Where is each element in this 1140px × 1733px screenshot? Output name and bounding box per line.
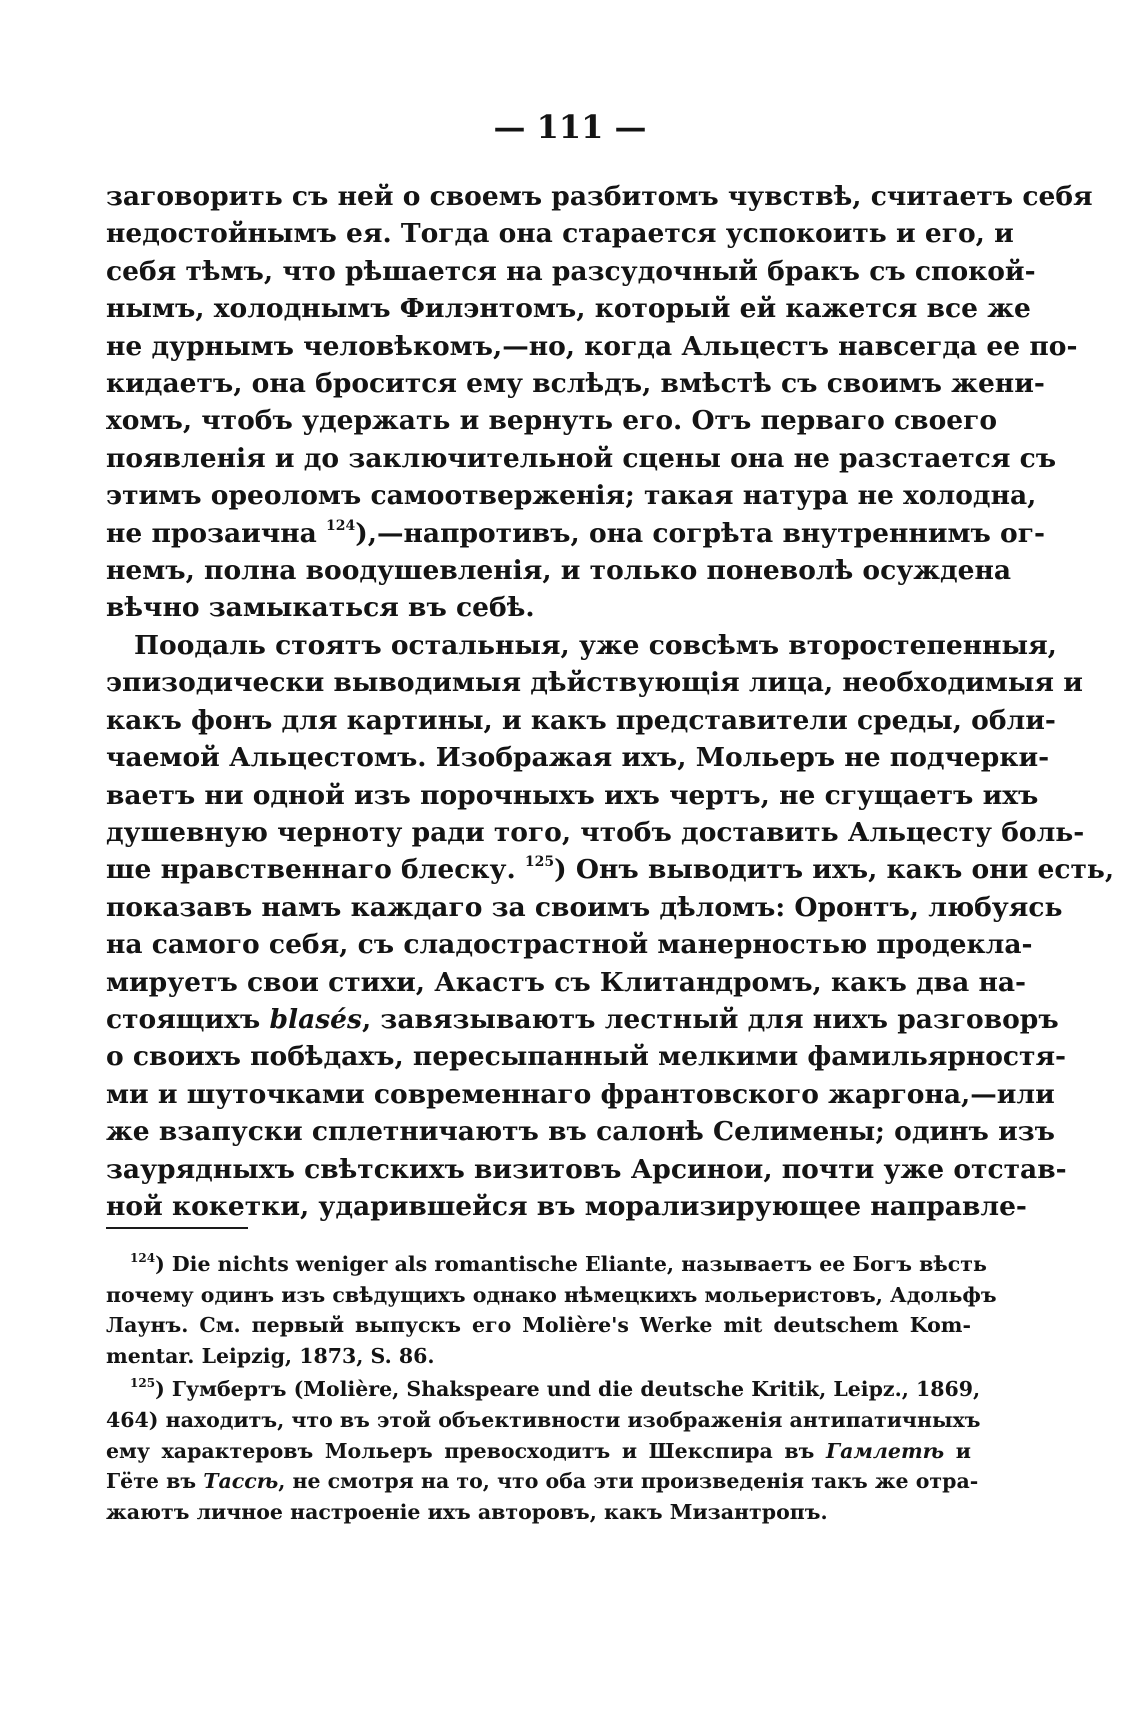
text-line: о своихъ побѣдахъ, пересыпанный мелкими фамильярностя- — [106, 1041, 1067, 1073]
text-line: немъ, полна воодушевленія, и только поневолѣ осуждена — [106, 555, 1012, 587]
footnote-ref-125: 125 — [524, 854, 555, 871]
text-line: хомъ, чтобъ удержать и вернуть его. Отъ перваго своего — [106, 405, 998, 437]
text-line: чаемой Альцестомъ. Изображая ихъ, Мольеръ не подчерки- — [106, 742, 1050, 774]
text-segment: ) Онъ выводитъ ихъ, какъ они есть, — [554, 854, 1115, 886]
text-line: заурядныхъ свѣтскихъ визитовъ Арсинои, почти уже отстав- — [106, 1153, 1067, 1185]
text-line: Поодаль стоятъ остальныя, уже совсѣмъ второстепенныя, — [134, 629, 1057, 661]
text-line: эпизодически выводимыя дѣйствующія лица, необходимыя и — [106, 667, 1083, 699]
text-line — [106, 515, 1045, 552]
italic-term: blasés — [269, 1003, 362, 1035]
text-segment: не прозаична — [106, 517, 327, 549]
paragraph-2 — [106, 627, 1115, 1226]
main-text — [106, 178, 1115, 1225]
footnotes — [106, 1249, 997, 1527]
text-line: этимъ ореоломъ самоотверженія; такая натура не холодна, — [106, 480, 1037, 512]
text-line: появленія и до заключительной сцены она не разстается съ — [106, 442, 1057, 474]
text-segment: ) Die nichts weniger als romantische Eliante, называетъ ее Богъ вѣсть — [155, 1252, 987, 1276]
text-line: не дурнымъ человѣкомъ,—но, когда Альцестъ навсегда ее по- — [106, 330, 1078, 362]
text-segment: ему характеровъ Мольеръ превосходитъ и Шекспира въ — [106, 1438, 826, 1463]
text-segment: , не смотря на то, что оба эти произведенія такъ же отра- — [278, 1469, 979, 1494]
text-segment: стоящихъ — [106, 1003, 270, 1035]
text-line: на самого себя, съ сладострастной манерностью продекла- — [106, 929, 1033, 961]
text-segment: ),—напротивъ, она согрѣта внутреннимъ ог- — [355, 517, 1045, 549]
text-line: ной кокетки, ударившейся въ морализирующее направле- — [106, 1190, 1027, 1222]
footnote-number: 124 — [130, 1251, 156, 1265]
italic-title: Гамлетѣ — [826, 1438, 945, 1463]
text-segment: ) Гумбертъ (Molière, Shakspeare und die deutsche Kritik, Leipz., 1869, — [155, 1377, 981, 1402]
footnote-number: 125 — [130, 1376, 156, 1391]
text-line: ваетъ ни одной изъ порочныхъ ихъ чертъ, не сгущаетъ ихъ — [106, 779, 1039, 811]
text-line: душевную черноту ради того, чтобъ доставить Альцесту боль- — [106, 816, 1085, 848]
text-segment: ше нравственнаго блеску. — [106, 854, 525, 886]
text-line: mentar. Leipzig, 1873, S. 86. — [106, 1343, 435, 1368]
text-line — [106, 1001, 1059, 1038]
text-line — [106, 1466, 979, 1497]
footnote-divider — [106, 1227, 248, 1229]
footnote-125 — [106, 1374, 981, 1527]
italic-title: Тассѣ — [203, 1469, 279, 1494]
text-line: какъ фонъ для картины, и какъ представители среды, обли- — [106, 704, 1056, 736]
text-line: нымъ, холоднымъ Филэнтомъ, который ей кажется все же — [106, 293, 1031, 325]
footnote-ref-124: 124 — [326, 517, 356, 534]
text-segment: Гёте въ — [106, 1469, 204, 1494]
text-line: почему одинъ изъ свѣдущихъ однако нѣмецкихъ мольеристовъ, Адольфъ — [106, 1282, 997, 1307]
text-line: жаютъ личное настроеніе ихъ авторовъ, какъ Мизантропъ. — [106, 1499, 828, 1524]
text-line: Лаунъ. См. первый выпускъ его Molière's Werke mit deutschem Kom- — [106, 1313, 971, 1338]
text-line: недостойнымъ ея. Тогда она старается успокоить и его, и — [106, 218, 1014, 250]
text-line: 464) находитъ, что въ этой объективности изображенія антипатичныхъ — [106, 1407, 981, 1432]
text-line: же взапуски сплетничаютъ въ салонѣ Селимены; одинъ изъ — [106, 1116, 1055, 1148]
text-segment: , завязываютъ лестный для нихъ разговоръ — [361, 1003, 1059, 1035]
footnote-124 — [106, 1249, 997, 1371]
text-line: ми и шуточками современнаго франтовского жаргона,—или — [106, 1078, 1055, 1110]
text-line — [106, 851, 1115, 888]
text-line — [106, 1436, 971, 1467]
text-line: заговорить съ ней о своемъ разбитомъ чувствѣ, считаетъ себя — [106, 181, 1093, 212]
text-line — [106, 1249, 987, 1280]
paragraph-1 — [106, 178, 1093, 627]
page-number: — 111 — — [493, 108, 647, 146]
text-line — [106, 1374, 981, 1405]
text-segment: и — [944, 1438, 971, 1463]
text-line: вѣчно замыкаться въ себѣ. — [106, 592, 535, 624]
text-line: показавъ намъ каждаго за своимъ дѣломъ: Оронтъ, любуясь — [106, 891, 1063, 923]
text-line: себя тѣмъ, что рѣшается на разсудочный бракъ съ спокой- — [106, 255, 1036, 287]
text-line: кидаетъ, она бросится ему вслѣдъ, вмѣстѣ съ своимъ жени- — [106, 368, 1045, 400]
text-line: мируетъ свои стихи, Акастъ съ Клитандромъ, какъ два на- — [106, 966, 1027, 998]
